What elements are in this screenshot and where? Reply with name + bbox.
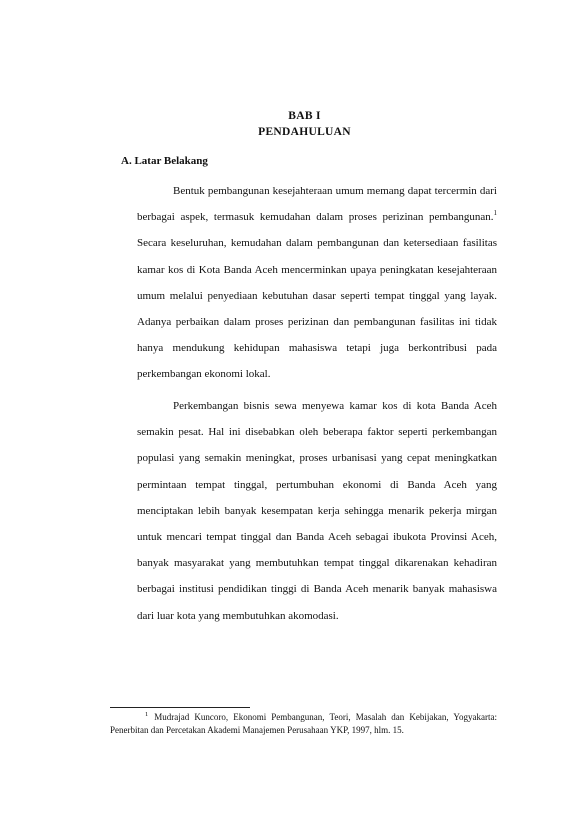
body-paragraph-2-block	[137, 393, 497, 629]
footnote-reference: 1	[493, 209, 497, 218]
paragraph-text: Secara keseluruhan, kemudahan dalam pembangunan dan ketersediaan fasilitas kamar kos di Kota Banda Aceh mencerminkan upaya peningkatan kesejahteraan umum melalui penyediaan kebutuhan dasar seperti tempat tinggal yang layak. Adanya perbaikan dalam proses perizinan dan pembangunan fasilitas ini tidak hanya mendukung kehidupan mahasiswa tetapi juga berkontribusi pada perkembangan ekonomi lokal.	[137, 237, 497, 381]
footnote-text: Mudrajad Kuncoro, Ekonomi Pembangunan, Teori, Masalah dan Kebijakan, Yogyakarta: Penerbitan dan Percetakan Akademi Manajemen Perusahaan YKP, 1997, hlm. 15.	[110, 712, 497, 735]
section-heading: A. Latar Belakang	[121, 155, 208, 167]
body-paragraph: Perkembangan bisnis sewa menyewa kamar kos di kota Banda Aceh semakin pesat. Hal ini disebabkan oleh beberapa faktor seperti perkembangan populasi yang semakin meningkat, proses urbanisasi yang cepat meningkatkan permintaan tempat tinggal, pertumbuhan ekonomi di Banda Aceh yang menciptakan lebih banyak kesempatan kerja sehingga menarik pekerja mirgan untuk mencari tempat tinggal dan Banda Aceh sebagai ibukota Provinsi Aceh, banyak masyarakat yang membutuhkan tempat tinggal dikarenakan kehadiran berbagai institusi pendidikan tinggi di Banda Aceh menarik banyak mahasiswa dari luar kota yang membutuhkan akomodasi.	[137, 400, 497, 622]
footnote-separator	[110, 707, 250, 708]
footnote-mark: 1	[145, 711, 149, 718]
body-paragraph	[137, 178, 497, 388]
body-paragraph-1-block	[137, 178, 497, 388]
chapter-title: PENDAHULUAN	[258, 126, 351, 138]
paragraph-text: Bentuk pembangunan kesejahteraan umum memang dapat tercermin dari berbagai aspek, termasuk kemudahan dalam proses perizinan pembangunan.	[137, 185, 497, 224]
footnote	[110, 711, 497, 737]
chapter-number: BAB I	[288, 110, 321, 122]
